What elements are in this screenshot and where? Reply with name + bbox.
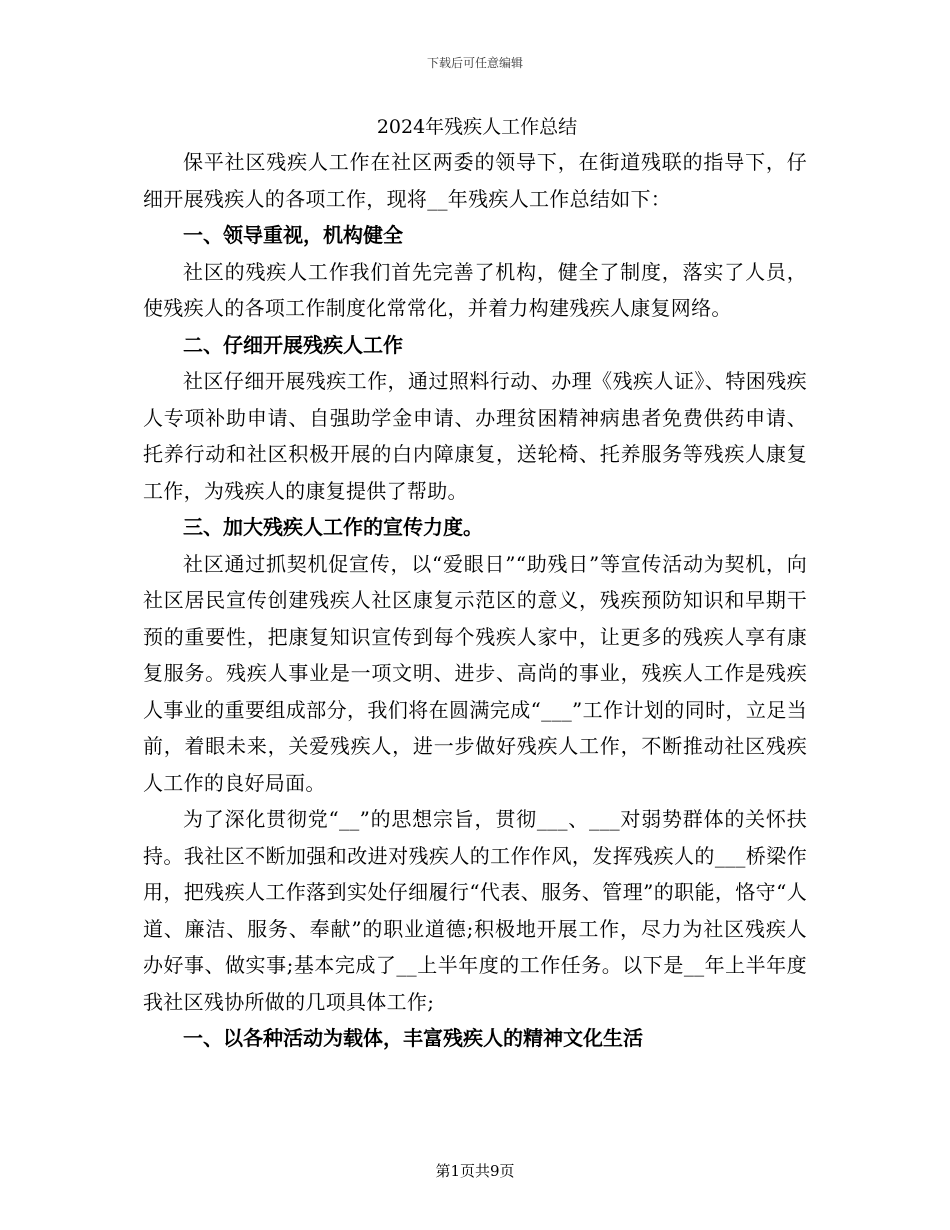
page-number: 第1页共9页 — [435, 1162, 515, 1180]
section-paragraph-2: 社区仔细开展残疾工作，通过照料行动、办理《残疾人证》、特困残疾人专项补助申请、自强助学金申请、办理贫困精神病患者免费供药申请、托养行动和社区积极开展的白内障康复，送轮椅、托养服务等残疾人康复工作，为残疾人的康复提供了帮助。 — [143, 369, 807, 503]
section-heading-1: 一、领导重视，机构健全 — [183, 223, 403, 247]
section-paragraph-3: 社区通过抓契机促宣传，以“爱眼日”“助残日”等宣传活动为契机，向社区居民宣传创建残疾人社区康复示范区的意义，残疾预防知识和早期干预的重要性，把康复知识宣传到每个残疾人家中，让更多的残疾人享有康复服务。残疾人事业是一项文明、进步、高尚的事业，残疾人工作是残疾人事业的重要组成部分，我们将在圆满完成“___”工作计划的同时，立足当前，着眼未来，关爱残疾人，进一步做好残疾人工作，不断推动社区残疾人工作的良好局面。 — [143, 551, 807, 795]
header-note: 下载后可任意编辑 — [426, 56, 523, 70]
document-title: 2024年残疾人工作总结 — [376, 116, 578, 138]
intro-paragraph: 保平社区残疾人工作在社区两委的领导下，在街道残联的指导下，仔细开展残疾人的各项工作，现将__年残疾人工作总结如下： — [143, 150, 807, 211]
subsection-heading-1: 一、以各种活动为载体，丰富残疾人的精神文化生活 — [183, 1026, 643, 1050]
section-heading-2: 二、仔细开展残疾人工作 — [183, 332, 403, 357]
section-paragraph-4: 为了深化贯彻党“__”的思想宗旨，贯彻___、___对弱势群体的关怀扶持。我社区不断加强和改进对残疾人的工作作风，发挥残疾人的___桥梁作用，把残疾人工作落到实处仔细履行“代表、服务、管理”的职能，恪守“人道、廉洁、服务、奉献”的职业道德;积极地开展工作，尽力为社区残疾人办好事、做实事;基本完成了__上半年度的工作任务。以下是__年上半年度我社区残协所做的几项具体工作; — [143, 807, 807, 1014]
section-paragraph-1: 社区的残疾人工作我们首先完善了机构，健全了制度，落实了人员，使残疾人的各项工作制度化常常化，并着力构建残疾人康复网络。 — [143, 259, 807, 320]
document-body — [143, 110, 807, 1057]
section-heading-3: 三、加大残疾人工作的宣传力度。 — [183, 515, 483, 539]
